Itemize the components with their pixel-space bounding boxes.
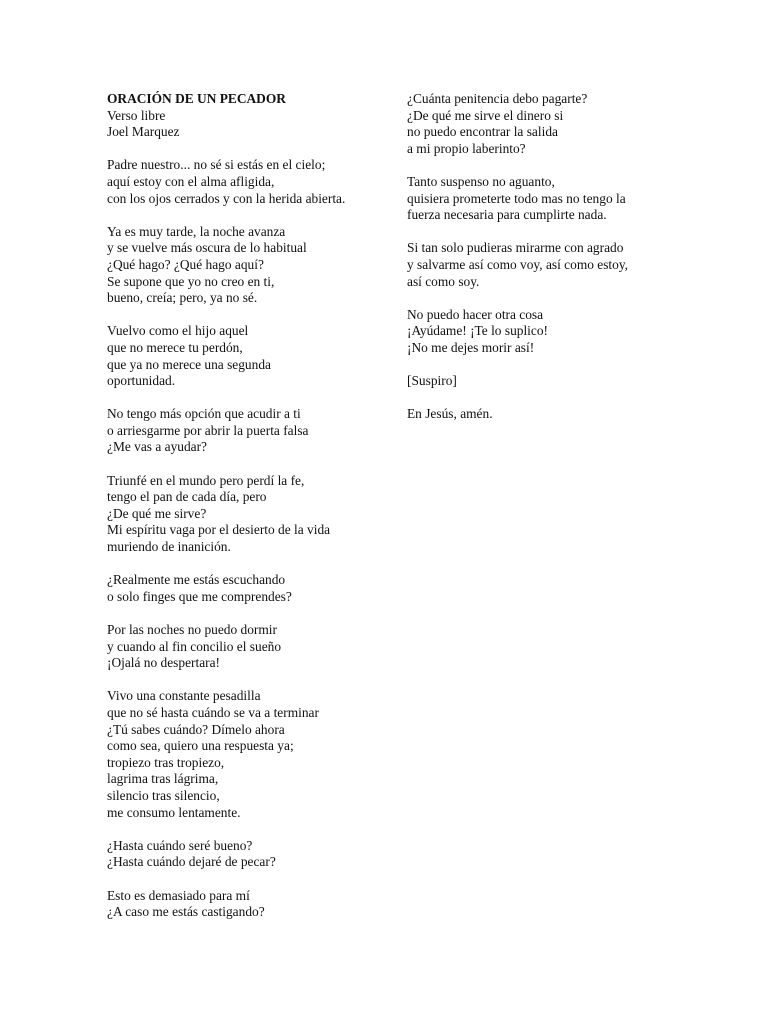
verse-line: ¡Ojalá no despertara! bbox=[107, 655, 221, 671]
verse-line: así como soy. bbox=[407, 273, 480, 289]
verse-line: ¡No me dejes morir así! bbox=[407, 339, 535, 355]
verse-line: ¿Qué hago? ¿Qué hago aquí? bbox=[107, 256, 264, 272]
verse-line: [Suspiro] bbox=[407, 373, 457, 389]
stanza bbox=[107, 838, 392, 871]
verse-line: como sea, quiero una respuesta ya; bbox=[107, 738, 294, 754]
verse-line: o solo finges que me comprendes? bbox=[107, 588, 292, 604]
stanza bbox=[407, 307, 727, 357]
verse-line: ¿Hasta cuándo dejaré de pecar? bbox=[107, 854, 276, 870]
verse-line: bueno, creía; pero, ya no sé. bbox=[107, 290, 258, 306]
verse-line: Esto es demasiado para mí bbox=[107, 887, 250, 903]
verse-line: Por las noches no puedo dormir bbox=[107, 622, 277, 637]
verse-line: Vivo una constante pesadilla bbox=[107, 688, 261, 704]
left-stanzas bbox=[107, 157, 392, 920]
verse-line: muriendo de inanición. bbox=[107, 539, 231, 555]
verse-line: y salvarme así como voy, así como estoy, bbox=[407, 256, 629, 272]
verse-line: Ya es muy tarde, la noche avanza bbox=[107, 223, 286, 239]
verse-line: ¿A caso me estás castigando? bbox=[107, 904, 265, 920]
stanza bbox=[107, 888, 392, 921]
verse-line: ¿Realmente me estás escuchando bbox=[107, 572, 286, 588]
verse-line: no puedo encontrar la salida bbox=[407, 124, 558, 140]
verse-line: que no sé hasta cuándo se va a terminar bbox=[107, 704, 319, 720]
verse-line: ¿De qué me sirve el dinero si bbox=[407, 107, 564, 123]
stanza bbox=[407, 91, 727, 157]
right-stanzas bbox=[407, 91, 727, 423]
poem-title: ORACIÓN DE UN PECADOR bbox=[107, 91, 286, 106]
stanza bbox=[407, 240, 727, 290]
verse-line: Padre nuestro... no sé si estás en el cielo; bbox=[107, 157, 326, 173]
left-column bbox=[107, 91, 392, 937]
verse-line: ¿Me vas a ayudar? bbox=[107, 439, 208, 455]
verse-line: En Jesús, amén. bbox=[407, 406, 493, 422]
poem-author: Joel Marquez bbox=[107, 124, 180, 140]
verse-line: ¡Ayúdame! ¡Te lo suplico! bbox=[407, 323, 548, 339]
verse-line: Triunfé en el mundo pero perdí la fe, bbox=[107, 472, 305, 488]
verse-line: ¿De qué me sirve? bbox=[107, 505, 207, 521]
stanza bbox=[107, 688, 392, 821]
verse-line: y cuando al fin concilio el sueño bbox=[107, 638, 282, 654]
stanza bbox=[107, 473, 392, 556]
verse-line: o arriesgarme por abrir la puerta falsa bbox=[107, 422, 309, 438]
verse-line: tropiezo tras tropiezo, bbox=[107, 754, 225, 770]
stanza bbox=[407, 406, 727, 423]
verse-line: lagrima tras lágrima, bbox=[107, 771, 219, 787]
verse-line: Tanto suspenso no aguanto, bbox=[407, 173, 555, 189]
stanza bbox=[107, 323, 392, 389]
verse-line: ¿Hasta cuándo seré bueno? bbox=[107, 837, 253, 853]
verse-line: Se supone que yo no creo en ti, bbox=[107, 273, 275, 289]
stanza bbox=[107, 406, 392, 456]
verse-line: aquí estoy con el alma afligida, bbox=[107, 173, 275, 189]
verse-line: No puedo hacer otra cosa bbox=[407, 306, 544, 322]
verse-line: con los ojos cerrados y con la herida abierta. bbox=[107, 190, 346, 206]
stanza bbox=[107, 224, 392, 307]
verse-line: ¿Cuánta penitencia debo pagarte? bbox=[407, 91, 588, 106]
verse-line: silencio tras silencio, bbox=[107, 787, 220, 803]
verse-line: oportunidad. bbox=[107, 373, 176, 389]
verse-line: Mi espíritu vaga por el desierto de la vida bbox=[107, 522, 331, 538]
verse-line: fuerza necesaria para cumplirte nada. bbox=[407, 207, 607, 223]
stanza bbox=[107, 157, 392, 207]
stanza bbox=[107, 622, 392, 672]
poem-header bbox=[107, 91, 392, 141]
verse-line: Vuelvo como el hijo aquel bbox=[107, 323, 249, 339]
verse-line: a mi propio laberinto? bbox=[407, 140, 526, 156]
verse-line: quisiera prometerte todo mas no tengo la bbox=[407, 190, 626, 206]
verse-line: No tengo más opción que acudir a ti bbox=[107, 406, 301, 422]
verse-line: que ya no merece una segunda bbox=[107, 356, 271, 372]
stanza bbox=[107, 572, 392, 605]
verse-line: Si tan solo pudieras mirarme con agrado bbox=[407, 240, 624, 256]
right-column bbox=[407, 91, 727, 439]
verse-line: que no merece tu perdón, bbox=[107, 339, 243, 355]
poem-form: Verso libre bbox=[107, 107, 166, 123]
verse-line: me consumo lentamente. bbox=[107, 804, 241, 820]
stanza bbox=[407, 174, 727, 224]
stanza bbox=[407, 373, 727, 390]
verse-line: y se vuelve más oscura de lo habitual bbox=[107, 240, 307, 256]
verse-line: ¿Tú sabes cuándo? Dímelo ahora bbox=[107, 721, 285, 737]
verse-line: tengo el pan de cada día, pero bbox=[107, 489, 267, 505]
